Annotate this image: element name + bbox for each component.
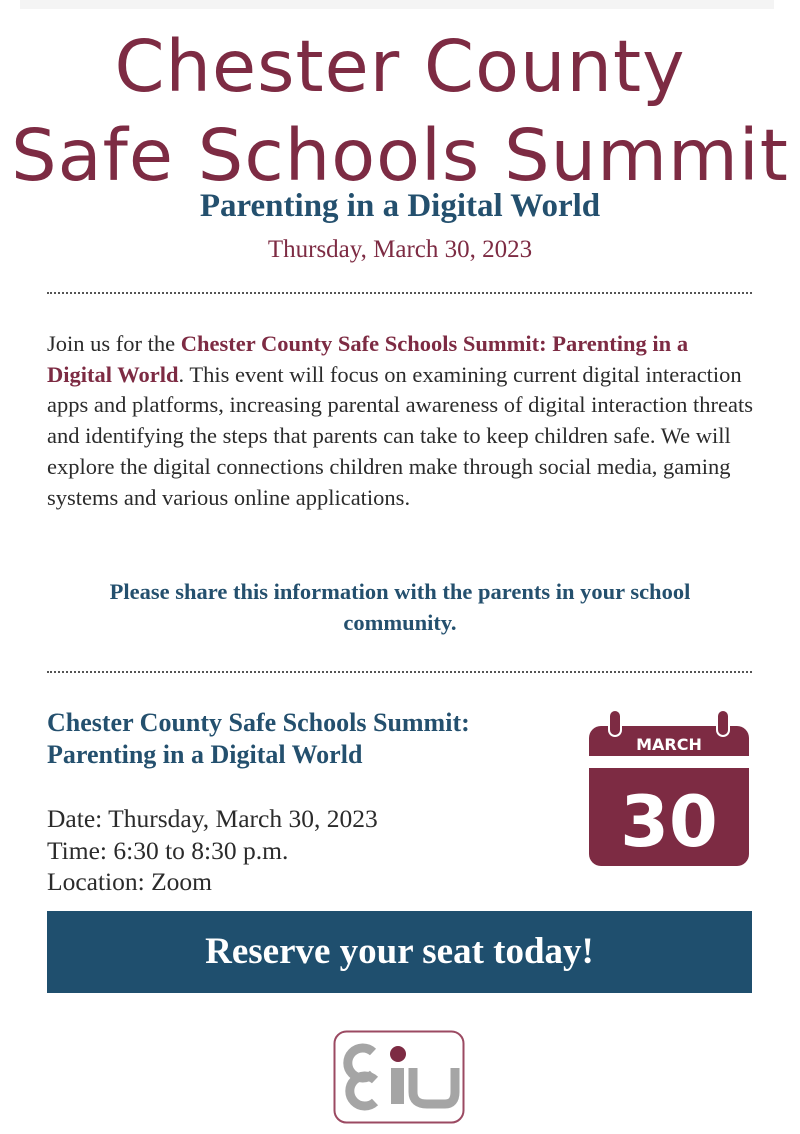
calendar-icon [589, 710, 749, 866]
intro-body: . This event will focus on examining current digital interaction apps and platforms, increasing parental awareness of digital interaction threats and identifying the steps that parents can take to keep children safe. We will explore the digital connections children make through social media, gaming systems and various online applications. [47, 361, 753, 510]
title-line-2: Safe Schools Summit [11, 114, 789, 197]
calendar-month: MARCH [636, 735, 702, 754]
title-line-1: Chester County [114, 25, 686, 108]
intro-paragraph [47, 329, 757, 513]
logo-dot [390, 1046, 406, 1062]
event-title: Chester County Safe Schools Summit: Parenting in a Digital World [47, 708, 470, 769]
calendar-ring-left [609, 710, 621, 736]
share-note: Please share this information with the parents in your school community. [109, 579, 691, 635]
cciu-logo[interactable] [333, 1030, 465, 1124]
event-date: Date: Thursday, March 30, 2023 [47, 804, 378, 833]
calendar-day: 30 [620, 781, 718, 863]
event-date-header: Thursday, March 30, 2023 [267, 236, 533, 263]
event-time: Time: 6:30 to 8:30 p.m. [47, 835, 289, 865]
divider-bottom [47, 671, 752, 673]
calendar-ring-right [717, 710, 729, 736]
logo-letter-i [391, 1068, 404, 1104]
divider-top [47, 292, 752, 294]
page-title [0, 22, 800, 200]
event-subtitle: Parenting in a Digital World [199, 188, 601, 224]
top-bar [20, 0, 774, 9]
intro-highlight: Chester County Safe Schools Summit: Parenting in a Digital World [47, 331, 689, 387]
calendar-separator [589, 756, 749, 768]
reserve-seat-button[interactable]: Reserve your seat today! [47, 911, 752, 993]
event-details [47, 803, 547, 898]
event-location: Location: Zoom [47, 867, 213, 896]
intro-prefix: Join us for the [47, 331, 181, 356]
